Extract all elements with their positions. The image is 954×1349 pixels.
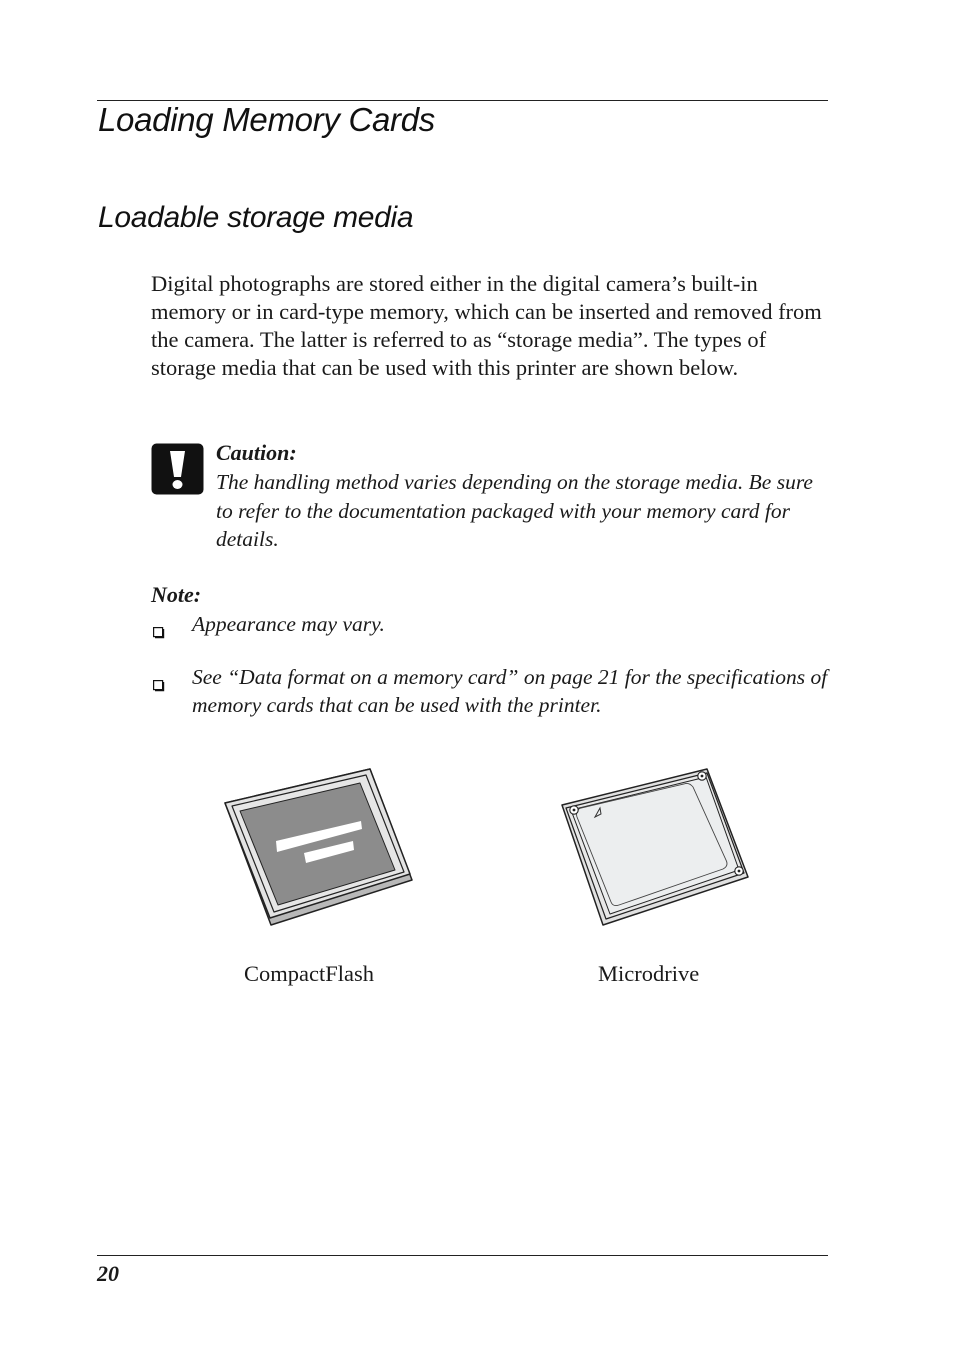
microdrive-card-illustration	[557, 765, 752, 930]
intro-paragraph: Digital photographs are stored either in the digital camera’s built-in memory or in card-type memory, which can be inserted and removed from the camera. The latter is referred to as “storage media”. The types of storage media that can be used with this printer are shown below.	[151, 271, 822, 380]
note-item-text: See “Data format on a memory card” on page 21 for the specifications of memory cards that can be used with the printer.	[192, 665, 828, 717]
hollow-square-bullet-icon	[153, 618, 165, 630]
hollow-square-bullet-icon	[153, 671, 165, 683]
chapter-title: Loading Memory Cards	[98, 101, 435, 138]
note-title: Note:	[151, 582, 202, 607]
note-item	[151, 663, 831, 719]
microdrive-caption: Microdrive	[598, 961, 700, 986]
note-item-text: Appearance may vary.	[192, 612, 385, 636]
note-list	[151, 610, 831, 719]
caution-exclamation-icon	[151, 443, 204, 495]
note-item	[151, 610, 831, 638]
caution-title: Caution:	[216, 440, 297, 465]
compactflash-card-illustration	[220, 765, 415, 930]
caution-text: The handling method varies depending on the storage media. Be sure to refer to the documentation packaged with your memory card for details.	[216, 470, 813, 551]
section-title: Loadable storage media	[98, 201, 414, 234]
compactflash-caption: CompactFlash	[244, 961, 374, 986]
bottom-rule	[97, 1255, 828, 1256]
page-number: 20	[97, 1261, 119, 1286]
